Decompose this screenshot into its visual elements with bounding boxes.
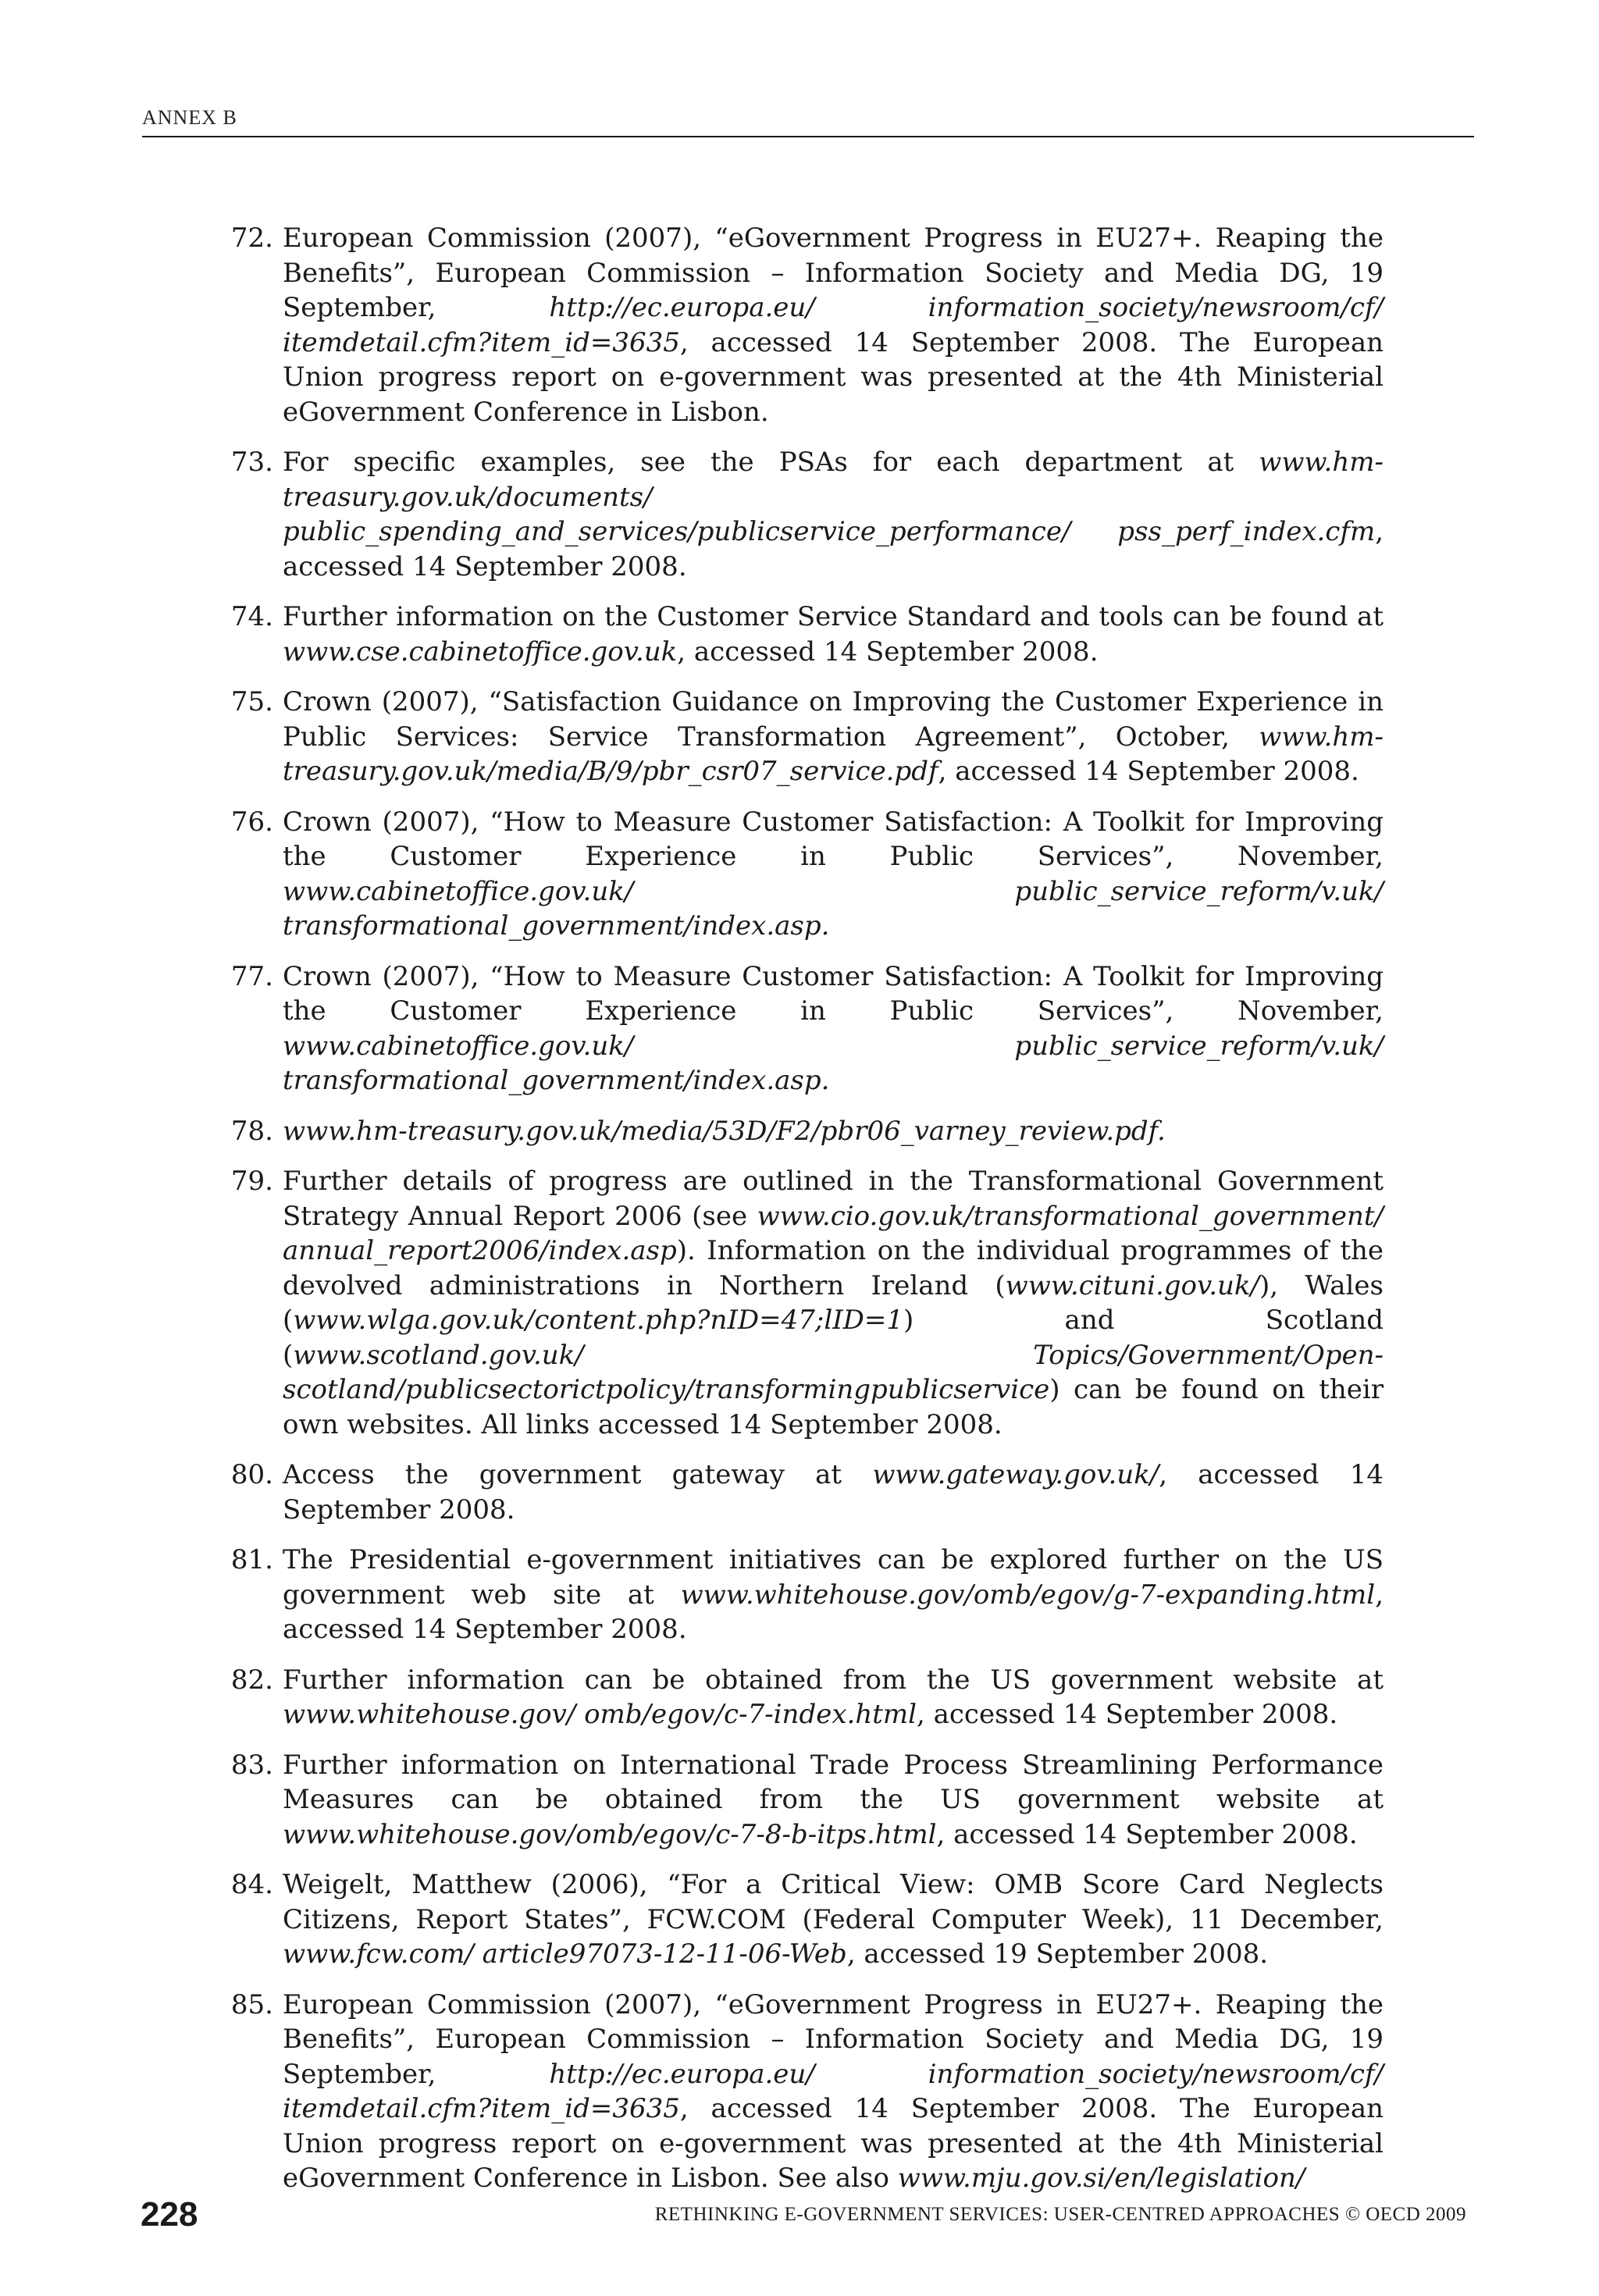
endnote-url: www.wlga.gov.uk/content.php?nID=47;lID=1 bbox=[293, 1305, 904, 1336]
endnote-text bbox=[283, 222, 1384, 428]
endnote-item bbox=[228, 600, 1384, 669]
endnote-item bbox=[228, 959, 1384, 1098]
endnote-url: www.cituni.gov.uk/ bbox=[1005, 1269, 1259, 1301]
endnote-text bbox=[283, 1869, 1384, 1970]
endnote-number: 83. bbox=[230, 1749, 273, 1781]
running-header bbox=[142, 106, 1474, 137]
endnote-text-segment: European Commission (2007), “eGovernment Progress in EU27+. Reaping the Benefits”, European Commission – Information Society and Media DG, 19 September, bbox=[283, 1988, 1384, 2090]
endnote-number: 80. bbox=[230, 1459, 273, 1490]
endnote-url: www.cabinetoffice.gov.uk/ public_service_reform/v.uk/ transformational_government/index.asp. bbox=[283, 875, 1384, 942]
endnote-number: 84. bbox=[230, 1869, 273, 1900]
endnote-text bbox=[283, 1166, 1384, 1440]
endnote-url: www.whitehouse.gov/omb/egov/g-7-expanding.html bbox=[680, 1579, 1376, 1611]
endnote-url: www.whitehouse.gov/ omb/egov/c-7-index.html bbox=[283, 1699, 917, 1730]
endnote-url: www.mju.gov.si/en/legislation/ bbox=[897, 2163, 1305, 2194]
endnote-item bbox=[228, 685, 1384, 789]
endnote-text-segment: Crown (2007), “How to Measure Customer Satisfaction: A Toolkit for Improving the Customer Experience in Public Services”, November, bbox=[283, 960, 1384, 1027]
endnote-text-segment: , accessed 14 September 2008. The European Union progress report on e-government was presented at the 4th Ministerial eGovernment Conference in Lisbon. See also bbox=[283, 2093, 1384, 2194]
endnote-item bbox=[228, 1543, 1384, 1647]
endnote-url: www.hm-treasury.gov.uk/documents/ public_spending_and_services/publicservice_performance/ pss_perf_index.cfm bbox=[283, 447, 1384, 547]
endnote-text-segment: Access the government gateway at bbox=[283, 1459, 873, 1490]
endnote-number: 77. bbox=[230, 960, 273, 992]
endnote-text-segment: European Commission (2007), “eGovernment Progress in EU27+. Reaping the Benefits”, European Commission – Information Society and Media DG, 19 September, bbox=[283, 222, 1384, 323]
endnote-text bbox=[283, 1116, 1166, 1147]
endnote-item bbox=[228, 1867, 1384, 1972]
endnote-item bbox=[228, 1164, 1384, 1442]
endnote-item bbox=[228, 1748, 1384, 1853]
endnote-text bbox=[283, 1459, 1384, 1525]
endnote-number: 72. bbox=[230, 222, 273, 254]
endnote-number: 85. bbox=[230, 1988, 273, 2020]
endnote-text-segment: , accessed 19 September 2008. bbox=[846, 1938, 1269, 1970]
endnote-number: 78. bbox=[230, 1115, 273, 1147]
endnote-text bbox=[283, 1750, 1384, 1850]
endnote-text-segment: ) can be found on their own websites. All links accessed 14 September 2008. bbox=[283, 1374, 1384, 1440]
endnote-text-segment: , accessed 14 September 2008. bbox=[283, 1459, 1384, 1525]
endnote-number: 81. bbox=[230, 1544, 273, 1575]
endnote-text-segment: , accessed 14 September 2008. bbox=[283, 516, 1384, 582]
endnote-text bbox=[283, 447, 1384, 582]
endnote-url: www.cse.cabinetoffice.gov.uk bbox=[283, 635, 678, 667]
endnote-number: 82. bbox=[230, 1664, 273, 1696]
endnote-text-segment: Further information on International Trade Process Streamlining Performance Measures can be obtained from the US government website at bbox=[283, 1749, 1384, 1815]
endnote-text bbox=[283, 601, 1384, 667]
endnote-item bbox=[228, 445, 1384, 584]
endnote-item bbox=[228, 1114, 1384, 1149]
endnote-url: www.hm-treasury.gov.uk/media/53D/F2/pbr06_varney_review.pdf. bbox=[283, 1115, 1166, 1147]
endnote-text-segment: , accessed 14 September 2008. bbox=[938, 756, 1359, 787]
endnote-text-segment: For specific examples, see the PSAs for each department at bbox=[283, 447, 1259, 478]
endnote-url: www.hm-treasury.gov.uk/media/B/9/pbr_csr07_service.pdf bbox=[283, 721, 1384, 787]
endnote-text-segment: Weigelt, Matthew (2006), “For a Critical View: OMB Score Card Neglects Citizens, Report States”, FCW.COM (Federal Computer Week), 11 December, bbox=[283, 1869, 1384, 1935]
endnote-text bbox=[283, 1664, 1384, 1731]
endnote-url: www.scotland.gov.uk/ Topics/Government/Open-scotland/publicsectorictpolicy/transformingpublicservice bbox=[283, 1339, 1384, 1405]
endnote-url: http://ec.europa.eu/ information_society/newsroom/cf/ itemdetail.cfm?item_id=3635 bbox=[283, 2058, 1384, 2124]
endnote-url: www.cabinetoffice.gov.uk/ public_service_reform/v.uk/ transformational_government/index.asp. bbox=[283, 1030, 1384, 1096]
endnote-text-segment: , accessed 14 September 2008. bbox=[677, 635, 1099, 667]
endnote-text bbox=[283, 686, 1384, 787]
endnote-url: www.gateway.gov.uk/ bbox=[872, 1459, 1159, 1490]
endnote-text-segment: Crown (2007), “Satisfaction Guidance on Improving the Customer Experience in Public Services: Service Transformation Agreement”, October, bbox=[283, 686, 1384, 753]
endnote-text-segment: Further information can be obtained from the US government website at bbox=[283, 1664, 1384, 1696]
endnote-text-segment: , accessed 14 September 2008. The European Union progress report on e-government was presented at the 4th Ministerial eGovernment Conference in Lisbon. bbox=[283, 326, 1384, 428]
endnote-text bbox=[283, 1544, 1384, 1645]
endnote-text-segment: ) and Scotland ( bbox=[283, 1305, 1384, 1371]
endnote-item bbox=[228, 221, 1384, 429]
endnote-number: 73. bbox=[230, 447, 273, 478]
endnote-text-segment: The Presidential e-government initiatives can be explored further on the US government web site at bbox=[283, 1544, 1384, 1611]
endnote-text-segment: , accessed 14 September 2008. bbox=[936, 1818, 1358, 1850]
endnote-item bbox=[228, 1663, 1384, 1732]
endnote-item bbox=[228, 1458, 1384, 1527]
endnote-item bbox=[228, 805, 1384, 944]
endnote-number: 74. bbox=[230, 601, 273, 632]
endnote-text bbox=[283, 1989, 1384, 2195]
endnote-text-segment: , accessed 14 September 2008. bbox=[283, 1579, 1384, 1645]
endnote-text-segment: Further details of progress are outlined in the Transformational Government Strategy Annual Report 2006 (see bbox=[283, 1166, 1384, 1232]
endnote-number: 75. bbox=[230, 686, 273, 717]
endnote-text-segment: , accessed 14 September 2008. bbox=[917, 1699, 1338, 1730]
page-number: 228 bbox=[141, 2195, 198, 2234]
endnote-text-segment: ). Information on the individual programmes of the devolved administrations in Northern Ireland ( bbox=[283, 1235, 1384, 1301]
endnote-text-segment: Further information on the Customer Service Standard and tools can be found at bbox=[283, 601, 1384, 632]
annex-label: ANNEX B bbox=[142, 106, 237, 129]
endnote-text-segment: Crown (2007), “How to Measure Customer Satisfaction: A Toolkit for Improving the Customer Experience in Public Services”, November, bbox=[283, 806, 1384, 872]
endnote-item bbox=[228, 1988, 1384, 2196]
endnote-url: www.whitehouse.gov/omb/egov/c-7-8-b-itps.html bbox=[283, 1818, 937, 1850]
endnote-text bbox=[283, 806, 1384, 942]
endnote-number: 79. bbox=[230, 1166, 273, 1197]
endnote-url: www.fcw.com/ article97073-12-11-06-Web bbox=[283, 1938, 847, 1970]
endnotes-list bbox=[228, 221, 1384, 2212]
endnote-text-segment: ), Wales ( bbox=[283, 1269, 1384, 1336]
endnote-url: www.cio.gov.uk/transformational_government/ annual_report2006/index.asp bbox=[283, 1200, 1384, 1266]
endnote-url: http://ec.europa.eu/ information_society/newsroom/cf/ itemdetail.cfm?item_id=3635 bbox=[283, 292, 1384, 358]
publication-title: RETHINKING E-GOVERNMENT SERVICES: USER-CENTRED APPROACHES © OECD 2009 bbox=[654, 2204, 1466, 2225]
endnote-text bbox=[283, 961, 1384, 1097]
endnote-number: 76. bbox=[230, 806, 273, 838]
